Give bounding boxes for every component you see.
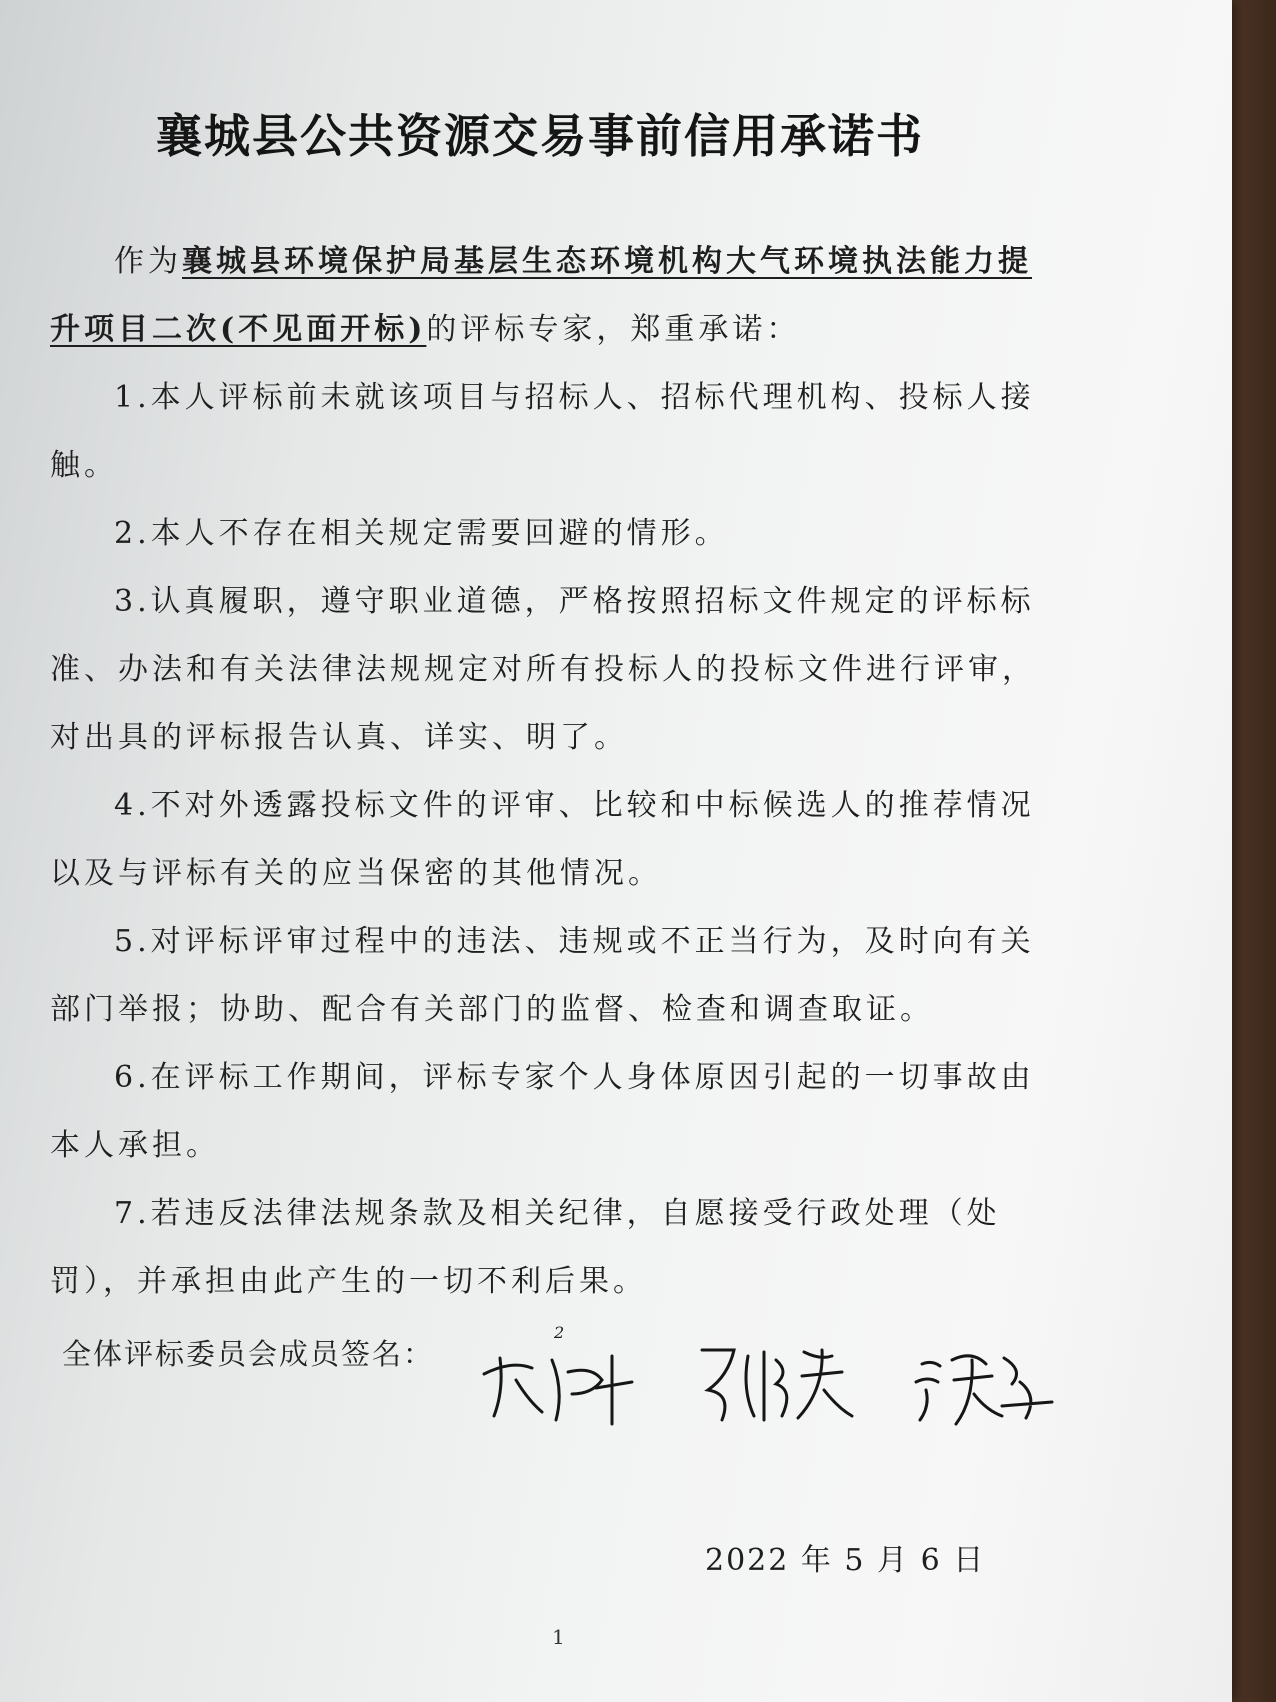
document-title: 襄城县公共资源交易事前信用承诺书 <box>156 109 924 163</box>
signature-1-mark: 2 <box>554 1323 565 1342</box>
signature-row <box>62 1320 1062 1440</box>
commitment-item-4: 4.不对外透露投标文件的评审、比较和中标候选人的推荐情况以及与评标有关的应当保密的其他情况。 <box>50 788 1035 891</box>
commitment-item-1: 1.本人评标前未就该项目与招标人、招标代理机构、投标人接触。 <box>50 380 1035 483</box>
project-name: 襄城县环境保护局基层生态环境机构大气环境执法能力提升项目二次(不见面开标) <box>50 244 1032 347</box>
handwritten-signatures <box>472 1320 1092 1440</box>
commitment-item-3: 3.认真履职，遵守职业道德，严格按照招标文件规定的评标标准、办法和有关法律法规规定对所有投标人的投标文件进行评审，对出具的评标报告认真、详实、明了。 <box>50 584 1036 755</box>
signature-1 <box>484 1323 632 1424</box>
commitment-item-7: 7.若违反法律法规条款及相关纪律，自愿接受行政处理（处罚），并承担由此产生的一切不利后果。 <box>50 1196 1001 1299</box>
commitment-item-5: 5.对评标评审过程中的违法、违规或不正当行为，及时向有关部门举报；协助、配合有关部门的监督、检查和调查取证。 <box>50 924 1035 1027</box>
intro-suffix: 的评标专家，郑重承诺： <box>426 312 801 347</box>
commitment-item-6: 6.在评标工作期间，评标专家个人身体原因引起的一切事故由本人承担。 <box>50 1060 1035 1163</box>
commitment-item-2: 2.本人不存在相关规定需要回避的情形。 <box>114 516 729 551</box>
intro-prefix: 作为 <box>114 244 182 279</box>
page-number: 1 <box>552 1625 565 1649</box>
signature-3 <box>916 1356 1052 1424</box>
intro-paragraph <box>50 228 1050 364</box>
signature-2 <box>702 1350 852 1420</box>
signature-label: 全体评标委员会成员签名： <box>62 1337 435 1371</box>
document-body <box>50 228 1050 1316</box>
document-date: 2022 年 5 月 6 日 <box>705 1543 986 1578</box>
